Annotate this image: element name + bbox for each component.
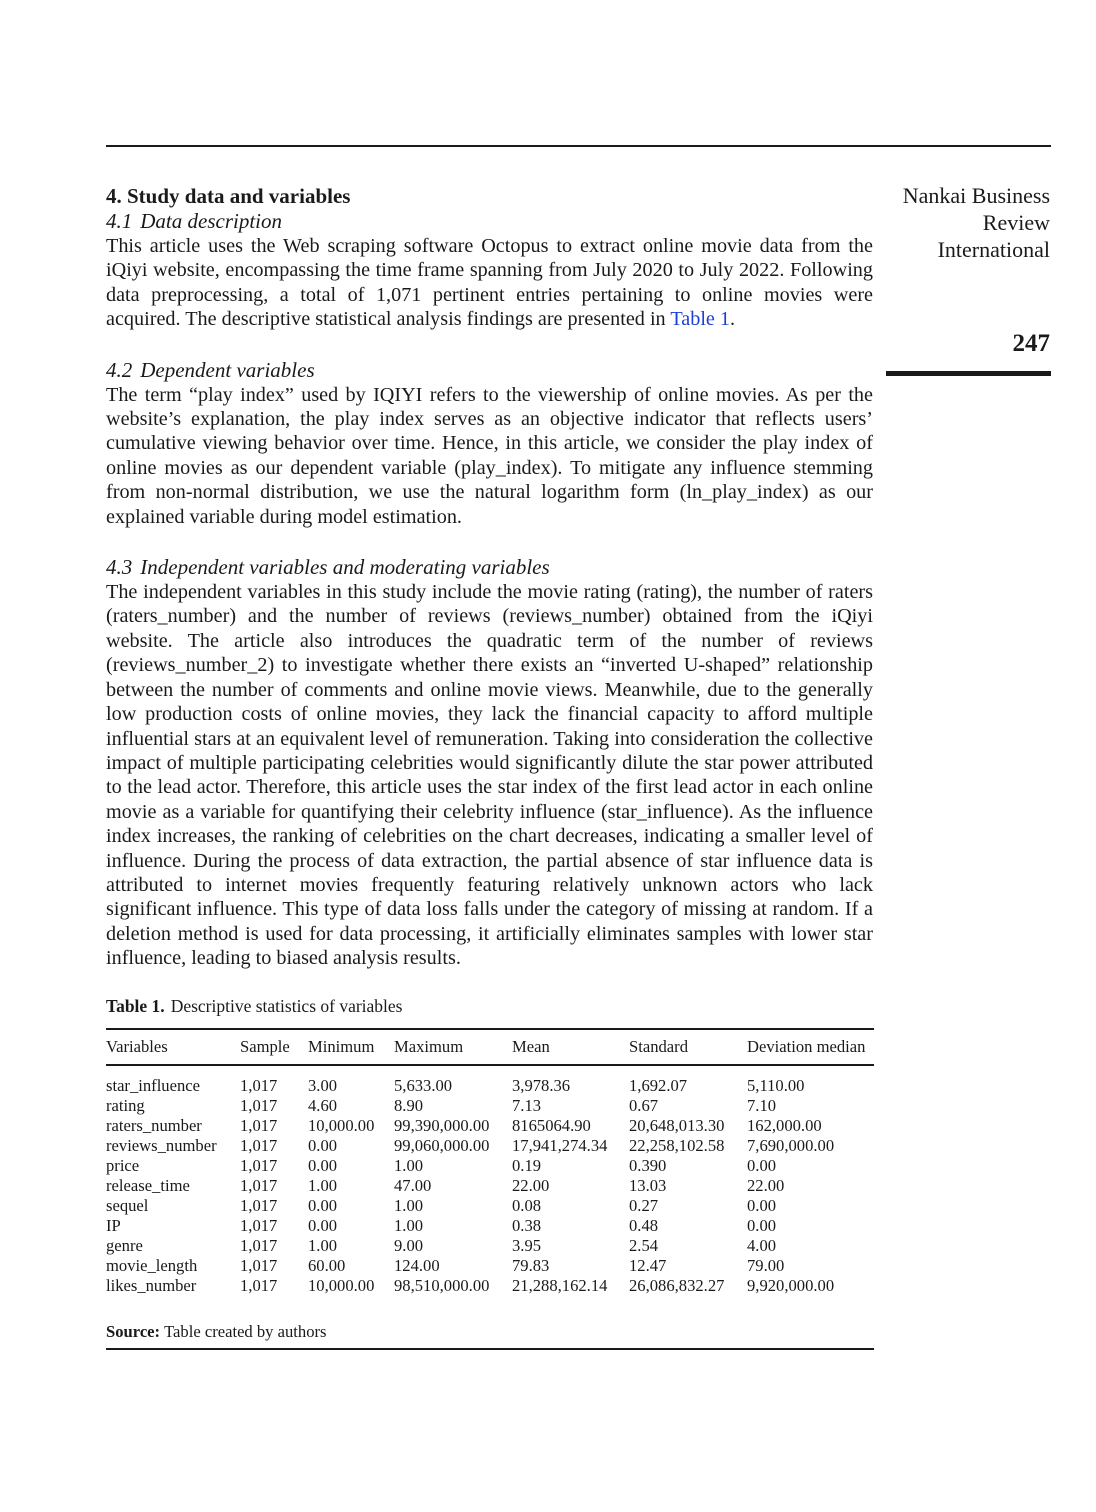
journal-name <box>850 182 1050 263</box>
table-cell: 20,648,013.30 <box>629 1115 725 1135</box>
table-cell: 0.38 <box>512 1215 542 1235</box>
table-cell: 0.00 <box>747 1195 777 1215</box>
table-cell: 10,000.00 <box>308 1115 375 1135</box>
table-bottom-rule <box>106 1348 874 1350</box>
table-1-link[interactable]: Table 1 <box>670 308 731 331</box>
header-rule <box>106 145 1051 147</box>
table-cell: 22.00 <box>747 1175 785 1195</box>
article-body <box>106 184 873 971</box>
journal-name-line: Nankai Business <box>902 183 1050 208</box>
variable-name-cell: price <box>106 1155 140 1175</box>
table-row <box>106 1116 874 1136</box>
subsection-title-data-description <box>106 209 873 234</box>
table-cell: 0.08 <box>512 1195 542 1215</box>
table-cell: 3.00 <box>308 1075 338 1095</box>
table-cell: 12.47 <box>629 1255 667 1275</box>
table-cell: 5,110.00 <box>747 1075 805 1095</box>
table-cell: 9.00 <box>394 1235 424 1255</box>
column-header: Mean <box>512 1037 550 1056</box>
table-cell: 4.00 <box>747 1235 777 1255</box>
table-row <box>106 1176 874 1196</box>
table-cell: 0.00 <box>308 1195 338 1215</box>
table-cell: 13.03 <box>629 1175 667 1195</box>
table-source <box>106 1309 874 1348</box>
table-cell: 5,633.00 <box>394 1075 453 1095</box>
table-row <box>106 1066 874 1096</box>
table-cell: 1,017 <box>240 1115 278 1135</box>
table-row <box>106 1136 874 1156</box>
table-cell: 1,017 <box>240 1195 278 1215</box>
table-cell: 99,390,000.00 <box>394 1115 490 1135</box>
table-label: Table 1. <box>106 996 165 1016</box>
table-cell: 1,017 <box>240 1135 278 1155</box>
table-cell: 0.00 <box>308 1155 338 1175</box>
table-cell: 1,017 <box>240 1215 278 1235</box>
table-cell: 0.00 <box>308 1215 338 1235</box>
table-cell: 1,017 <box>240 1255 278 1275</box>
column-header: Variables <box>106 1037 168 1056</box>
table-cell: 21,288,162.14 <box>512 1275 608 1295</box>
table-cell: 7.13 <box>512 1095 542 1115</box>
table-cell: 0.67 <box>629 1095 659 1115</box>
table-cell: 1.00 <box>394 1215 424 1235</box>
source-label: Source: <box>106 1321 161 1341</box>
table-cell: 1.00 <box>308 1175 338 1195</box>
table-cell: 0.19 <box>512 1155 542 1175</box>
subsection-number: 4.1 <box>106 209 133 233</box>
table-cell: 9,920,000.00 <box>747 1275 835 1295</box>
table-cell: 1,017 <box>240 1155 278 1175</box>
table-cell: 79.00 <box>747 1255 785 1275</box>
table-cell: 10,000.00 <box>308 1275 375 1295</box>
table-cell: 1,017 <box>240 1075 278 1095</box>
variable-name-cell: raters_number <box>106 1115 202 1135</box>
table-cell: 0.27 <box>629 1195 659 1215</box>
table-cell: 1,692.07 <box>629 1075 688 1095</box>
paragraph-text: This article uses the Web scraping software Octopus to extract online movie data from the iQiyi website, encompassing the time frame spanning from July 2020 to July 2022. Following data preprocessing, a total of 1,071 pertinent entries pertaining to online movies were acquired. The descriptive statistical analysis findings are presented in <box>106 235 873 331</box>
table-caption <box>106 995 874 1017</box>
table-cell: 0.00 <box>747 1155 777 1175</box>
table-row <box>106 1256 874 1276</box>
table-cell: 3.95 <box>512 1235 542 1255</box>
table-cell: 7,690,000.00 <box>747 1135 835 1155</box>
journal-name-line: Review <box>982 210 1050 235</box>
table-cell: 8.90 <box>394 1095 424 1115</box>
table-cell: 4.60 <box>308 1095 338 1115</box>
table-header-row <box>106 1030 874 1064</box>
table-cell: 0.00 <box>747 1215 777 1235</box>
column-header: Minimum <box>308 1037 375 1056</box>
variable-name-cell: release_time <box>106 1175 190 1195</box>
table-cell: 98,510,000.00 <box>394 1275 490 1295</box>
column-header: Deviation median <box>747 1037 866 1056</box>
table-1 <box>106 995 874 1350</box>
table-cell: 0.00 <box>308 1135 338 1155</box>
table-cell: 99,060,000.00 <box>394 1135 490 1155</box>
table-cell: 60.00 <box>308 1255 346 1275</box>
paragraph-independent-variables: The independent variables in this study include the movie rating (rating), the number of raters (raters_number) and the number of reviews (reviews_number) obtained from the iQiyi website. The article also introduces the quadratic term of the number of reviews (reviews_number_2) to investigate whether there exists an “inverted U-shaped” relationship between the number of comments and online movie views. Meanwhile, due to the generally low production costs of online movies, they lack the financial capacity to afford multiple influential stars at an equivalent level of remuneration. Taking into consideration the collective impact of multiple participating celebrities would significantly dilute the star power attributed to the lead actor. Therefore, this article uses the star index of the first lead actor in each online movie as a variable for quantifying their celebrity influence (star_influence). As the influence index increases, the ranking of celebrities on the chart decreases, indicating a smaller level of influence. During the process of data extraction, the partial absence of star influence data is attributed to internet movies frequently featuring relatively unknown actors who lack significant influence. This type of data loss falls under the category of missing at random. If a deletion method is used for data processing, it artificially eliminates samples with lower star influence, leading to biased analysis results. <box>106 581 873 970</box>
journal-name-line: International <box>937 237 1050 262</box>
table-cell: 124.00 <box>394 1255 440 1275</box>
table-cell: 1.00 <box>308 1235 338 1255</box>
table-cell: 22.00 <box>512 1175 550 1195</box>
table-cell: 3,978.36 <box>512 1075 571 1095</box>
table-row <box>106 1276 874 1309</box>
subsection-title-independent-variables <box>106 555 873 580</box>
table-row <box>106 1196 874 1216</box>
descriptive-stats-table <box>106 1030 874 1309</box>
page-number-rule <box>886 371 1051 376</box>
table-cell: 7.10 <box>747 1095 777 1115</box>
table-row <box>106 1156 874 1176</box>
variable-name-cell: reviews_number <box>106 1135 217 1155</box>
table-cell: 8165064.90 <box>512 1115 591 1135</box>
page-number: 247 <box>1012 330 1050 357</box>
table-row <box>106 1236 874 1256</box>
table-cell: 22,258,102.58 <box>629 1135 725 1155</box>
table-cell: 162,000.00 <box>747 1115 822 1135</box>
paragraph-data-description <box>106 234 873 332</box>
variable-name-cell: likes_number <box>106 1275 197 1295</box>
table-cell: 47.00 <box>394 1175 432 1195</box>
table-cell: 0.48 <box>629 1215 659 1235</box>
subsection-title-text: Data description <box>140 209 282 233</box>
table-caption-text: Descriptive statistics of variables <box>170 996 403 1016</box>
table-cell: 1.00 <box>394 1195 424 1215</box>
paragraph-dependent-variables: The term “play index” used by IQIYI refers to the viewership of online movies. As per the website’s explanation, the play index serves as an objective indicator that reflects users’ cumulative viewing behavior over time. Hence, in this article, we consider the play index of online movies as our dependent variable (play_index). To mitigate any influence stemming from non-normal distribution, we use the natural logarithm form (ln_play_index) as our explained variable during model estimation. <box>106 383 873 528</box>
table-cell: 0.390 <box>629 1155 667 1175</box>
column-header: Standard <box>629 1037 688 1056</box>
variable-name-cell: IP <box>106 1215 121 1235</box>
table-row <box>106 1096 874 1116</box>
table-cell: 1,017 <box>240 1235 278 1255</box>
column-header: Sample <box>240 1037 290 1056</box>
subsection-number: 4.3 <box>106 555 133 580</box>
table-cell: 79.83 <box>512 1255 550 1275</box>
section-title: 4. Study data and variables <box>106 184 351 208</box>
variable-name-cell: genre <box>106 1235 143 1255</box>
subsection-title-text: Dependent variables <box>140 357 315 382</box>
column-header: Maximum <box>394 1037 464 1056</box>
variable-name-cell: star_influence <box>106 1075 200 1095</box>
variable-name-cell: sequel <box>106 1195 149 1215</box>
variable-name-cell: rating <box>106 1095 145 1115</box>
table-body <box>106 1066 874 1309</box>
subsection-title-dependent-variables <box>106 358 873 383</box>
table-cell: 1,017 <box>240 1095 278 1115</box>
table-cell: 1,017 <box>240 1275 278 1295</box>
subsection-number: 4.2 <box>106 357 133 382</box>
table-row <box>106 1216 874 1236</box>
table-cell: 1,017 <box>240 1175 278 1195</box>
table-cell: 17,941,274.34 <box>512 1135 608 1155</box>
table-cell: 1.00 <box>394 1155 424 1175</box>
subsection-title-text: Independent variables and moderating variables <box>140 555 550 580</box>
variable-name-cell: movie_length <box>106 1255 198 1275</box>
table-cell: 2.54 <box>629 1235 659 1255</box>
source-text: Table created by authors <box>164 1321 327 1341</box>
table-cell: 26,086,832.27 <box>629 1275 725 1295</box>
paragraph-text: . <box>730 308 736 331</box>
